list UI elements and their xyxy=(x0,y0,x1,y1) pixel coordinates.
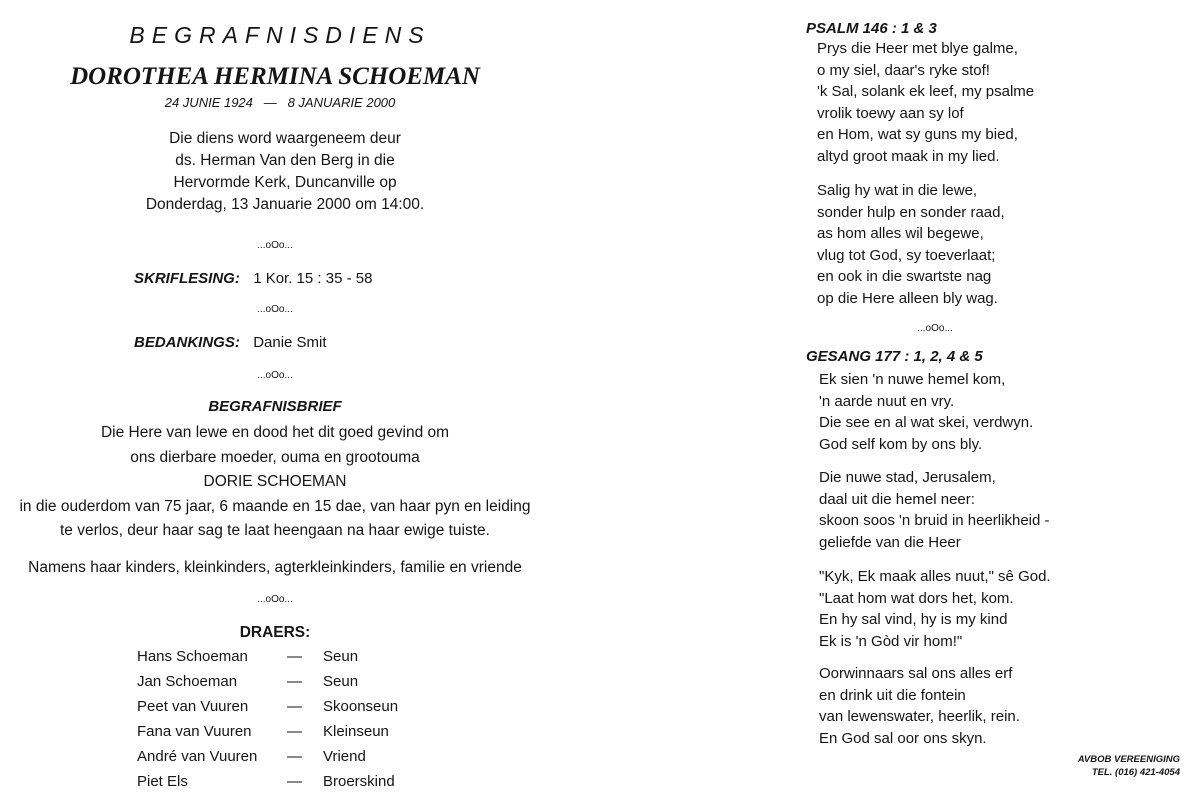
death-date: 8 JANUARIE 2000 xyxy=(287,95,396,110)
scripture-label: SKRIFLESING: xyxy=(134,270,240,287)
on-behalf-line: Namens haar kinders, kleinkinders, agterkleinkinders, familie en vriende xyxy=(28,559,522,576)
pallbearer-relation: Seun xyxy=(323,648,359,665)
separator: ...oOo... xyxy=(257,370,293,381)
separator: ...oOo... xyxy=(917,323,953,334)
footer-imprint xyxy=(1078,753,1180,779)
pallbearer-name: Hans Schoeman xyxy=(137,648,248,665)
verse-line: altyd groot maak in my lied. xyxy=(817,147,1000,165)
verse-line: En God sal oor ons skyn. xyxy=(819,729,987,747)
verse-line: vrolik toewy aan sy lof xyxy=(817,104,964,122)
psalm-heading: PSALM 146 : 1 & 3 xyxy=(806,20,937,37)
gesang-stanza xyxy=(819,467,1050,553)
verse-line: Die nuwe stad, Jerusalem, xyxy=(819,469,996,486)
service-info-line: ds. Herman Van den Berg in die xyxy=(175,152,395,169)
verse-line: En hy sal vind, hy is my kind xyxy=(819,611,1008,628)
verse-line: Oorwinnaars sal ons alles erf xyxy=(819,665,1013,682)
thanks xyxy=(134,334,327,352)
pallbearer-relation: Kleinseun xyxy=(323,723,389,740)
funeral-letter-line: Die Here van lewe en dood het dit goed gevind om xyxy=(100,424,450,441)
pallbearer-dash: — xyxy=(287,648,302,665)
pallbearer-name: André van Vuuren xyxy=(137,748,258,765)
pallbearer-dash: — xyxy=(287,698,302,715)
gesang-stanza xyxy=(819,566,1051,652)
pallbearer-relation: Seun xyxy=(323,673,359,690)
pallbearer-name: Jan Schoeman xyxy=(137,673,238,690)
funeral-letter-line: in die ouderdom van 75 jaar, 6 maande en 15 dae, van haar pyn en leiding xyxy=(19,497,531,515)
psalm-stanza xyxy=(817,180,1005,309)
verse-line: op die Here alleen bly wag. xyxy=(817,289,998,307)
verse-line: van lewenswater, heerlik, rein. xyxy=(819,708,1020,725)
funeral-letter-body xyxy=(0,421,550,544)
psalm-stanza xyxy=(817,38,1034,167)
funeral-letter-line: ons dierbare moeder, ouma en grootouma xyxy=(130,448,420,466)
verse-line: "Laat hom wat dors het, kom. xyxy=(819,589,1014,607)
service-info-line: Donderdag, 13 Januarie 2000 om 14:00. xyxy=(145,196,425,213)
footer-company: AVBOB VEREENIGING xyxy=(1077,754,1180,765)
verse-line: Die see en al wat skei, verdwyn. xyxy=(819,414,1034,431)
separator: ...oOo... xyxy=(257,240,293,251)
verse-line: God self kom by ons bly. xyxy=(819,435,983,453)
funeral-letter-heading: BEGRAFNISBRIEF xyxy=(208,398,342,415)
gesang-heading: GESANG 177 : 1, 2, 4 & 5 xyxy=(806,348,983,365)
funeral-letter-line: te verlos, deur haar sag te laat heengaan na haar ewige tuiste. xyxy=(60,522,490,539)
verse-line: Ek is 'n Gòd vir hom!" xyxy=(819,632,963,650)
verse-line: Prys die Heer met blye galme, xyxy=(817,40,1018,57)
pallbearer-dash: — xyxy=(287,773,302,790)
pallbearer-name: Peet van Vuuren xyxy=(137,698,249,715)
service-info-line: Die diens word waargeneem deur xyxy=(169,130,401,147)
verse-line: sonder hulp en sonder raad, xyxy=(817,203,1005,221)
verse-line: as hom alles wil begewe, xyxy=(817,225,984,242)
pallbearer-name: Fana van Vuuren xyxy=(137,723,252,740)
verse-line: Ek sien 'n nuwe hemel kom, xyxy=(819,371,1006,388)
pallbearer-dash: — xyxy=(287,723,302,740)
life-dates xyxy=(130,95,430,110)
pallbearer-dash: — xyxy=(287,673,302,690)
verse-line: geliefde van die Heer xyxy=(819,533,961,551)
verse-line: vlug tot God, sy toeverlaat; xyxy=(817,246,996,264)
date-dash: — xyxy=(263,95,277,110)
verse-line: "Kyk, Ek maak alles nuut," sê God. xyxy=(819,568,1051,585)
footer-phone: TEL. (016) 421-4054 xyxy=(1091,767,1180,778)
gesang-stanza xyxy=(819,663,1020,749)
funeral-letter-line: DORIE SCHOEMAN xyxy=(203,473,347,490)
service-info xyxy=(120,128,450,216)
deceased-name: DOROTHEA HERMINA SCHOEMAN xyxy=(70,63,480,90)
service-info-line: Hervormde Kerk, Duncanville op xyxy=(173,174,397,191)
thanks-value: Danie Smit xyxy=(253,334,327,351)
scripture xyxy=(134,270,372,288)
verse-line: 'n aarde nuut en vry. xyxy=(819,392,955,410)
pallbearer-dash: — xyxy=(287,748,302,765)
separator: ...oOo... xyxy=(257,594,293,605)
verse-line: en drink uit die fontein xyxy=(819,686,966,704)
pallbearer-name: Piet Els xyxy=(137,773,188,790)
scripture-value: 1 Kor. 15 : 35 - 58 xyxy=(253,270,373,287)
pallbearer-relation: Vriend xyxy=(323,748,366,765)
pallbearer-relation: Skoonseun xyxy=(323,698,399,715)
verse-line: skoon soos 'n bruid in heerlikheid - xyxy=(819,512,1050,529)
pallbearer-relation: Broerskind xyxy=(323,773,395,790)
thanks-label: BEDANKINGS: xyxy=(134,334,240,351)
birth-date: 24 JUNIE 1924 xyxy=(164,95,253,110)
pallbearers-heading: DRAERS: xyxy=(239,624,311,641)
verse-line: daal uit die hemel neer: xyxy=(819,490,975,508)
gesang-stanza xyxy=(819,369,1033,455)
service-title: BEGRAFNISDIENS xyxy=(129,22,431,48)
pallbearers-table xyxy=(137,648,437,792)
verse-line: o my siel, daar's ryke stof! xyxy=(817,61,990,79)
verse-line: en Hom, wat sy guns my bied, xyxy=(817,126,1018,143)
verse-line: Salig hy wat in die lewe, xyxy=(817,182,978,199)
separator: ...oOo... xyxy=(257,304,293,315)
verse-line: en ook in die swartste nag xyxy=(817,268,992,285)
verse-line: 'k Sal, solank ek leef, my psalme xyxy=(817,83,1035,100)
